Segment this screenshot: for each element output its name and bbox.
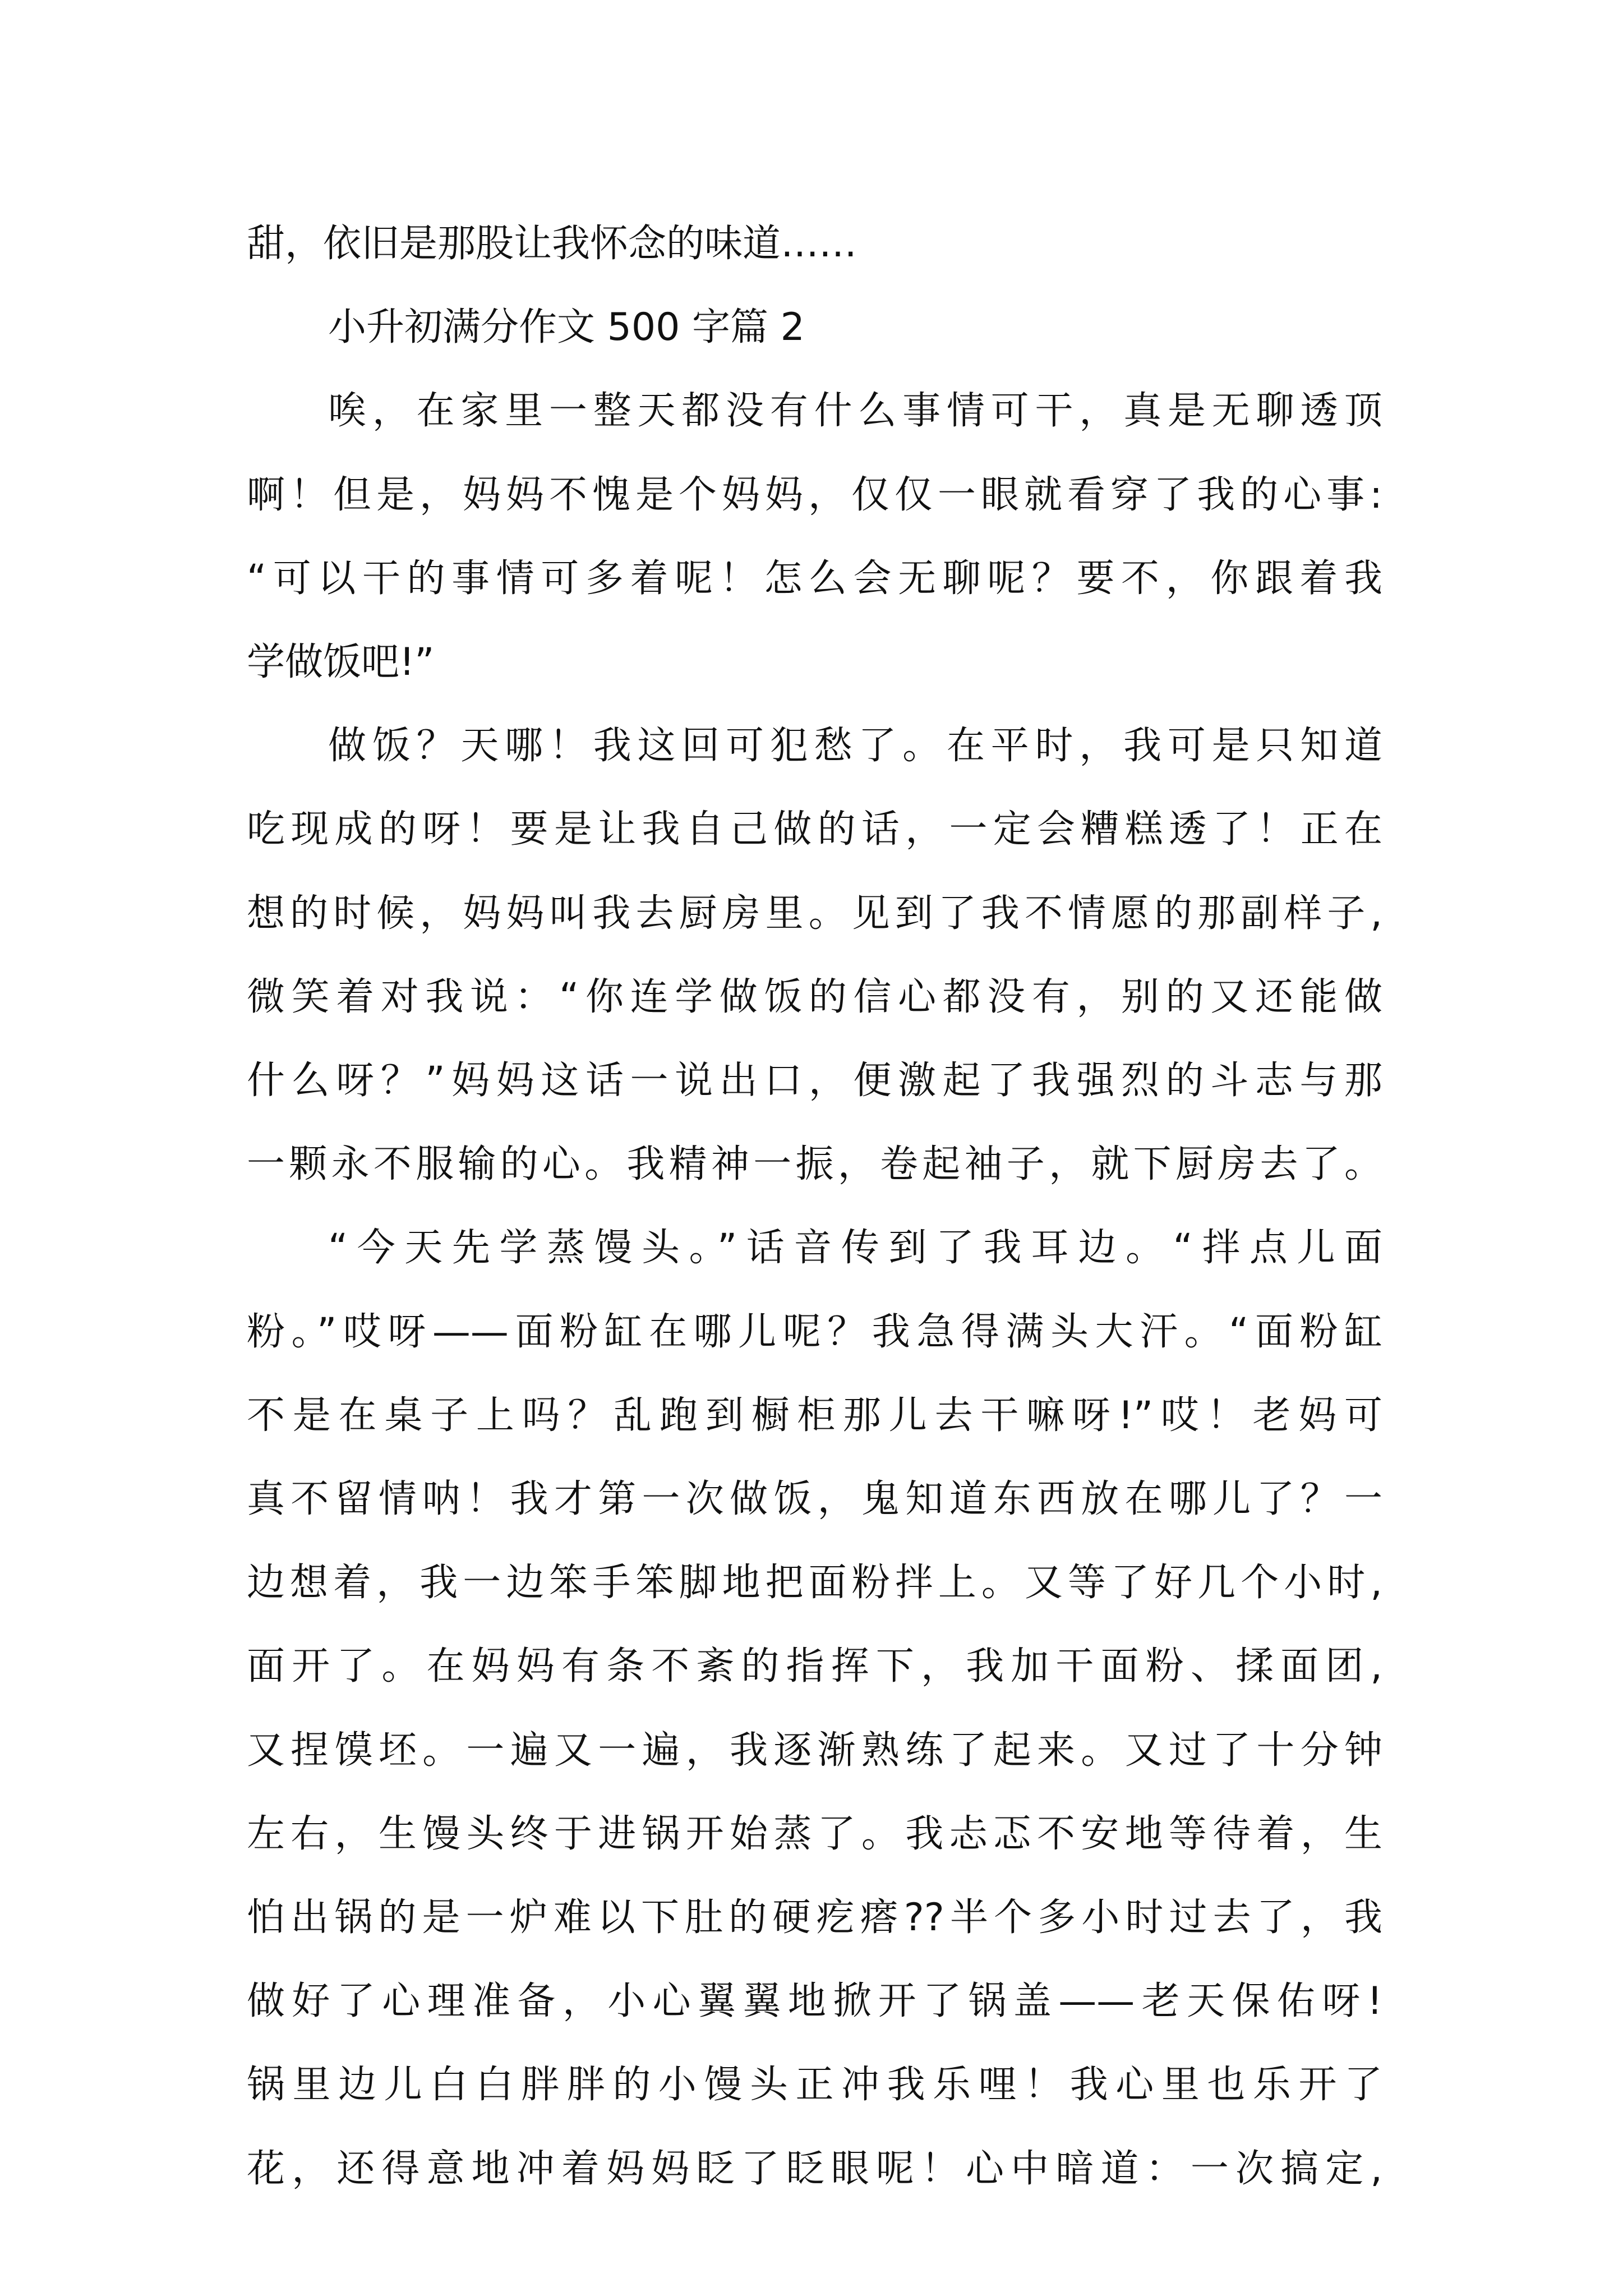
text-line-22: 做好了心理准备，小心翼翼地掀开了锅盖——老天保佑呀! bbox=[247, 1979, 1382, 2023]
text-line-21: 怕出锅的是一炉难以下肚的硬疙瘩??半个多小时过去了，我 bbox=[247, 1895, 1382, 1940]
text-line-18: 面开了。在妈妈有条不紊的指挥下，我加干面粉、揉面团, bbox=[247, 1644, 1382, 1688]
text-line-12: 一颗永不服输的心。我精神一振，卷起袖子，就下厨房去了。 bbox=[247, 1142, 1382, 1186]
text-line-3: 唉，在家里一整天都没有什么事情可干，真是无聊透顶 bbox=[328, 389, 1382, 433]
text-line-24: 花，还得意地冲着妈妈眨了眨眼呢！心中暗道：一次搞定, bbox=[247, 2147, 1382, 2191]
text-line-14: 粉。”哎呀——面粉缸在哪儿呢？我急得满头大汗。“面粉缸 bbox=[247, 1310, 1382, 1354]
text-line-6: 学做饭吧!” bbox=[247, 640, 435, 684]
text-line-23: 锅里边儿白白胖胖的小馒头正冲我乐哩！我心里也乐开了 bbox=[247, 2063, 1382, 2107]
section-heading: 小升初满分作文 500 字篇 2 bbox=[328, 305, 805, 349]
text-line-4: 啊！但是，妈妈不愧是个妈妈，仅仅一眼就看穿了我的心事: bbox=[247, 473, 1382, 517]
text-line-11: 什么呀？”妈妈这话一说出口，便激起了我强烈的斗志与那 bbox=[247, 1059, 1382, 1103]
text-line-8: 吃现成的呀！要是让我自己做的话，一定会糟糕透了！正在 bbox=[247, 807, 1382, 852]
text-line-19: 又捏馍坯。一遍又一遍，我逐渐熟练了起来。又过了十分钟 bbox=[247, 1728, 1382, 1773]
text-line-17: 边想着，我一边笨手笨脚地把面粉拌上。又等了好几个小时, bbox=[247, 1561, 1382, 1605]
text-line-13: “今天先学蒸馒头。”话音传到了我耳边。“拌点儿面 bbox=[328, 1226, 1382, 1270]
text-line-9: 想的时候，妈妈叫我去厨房里。见到了我不情愿的那副样子, bbox=[247, 891, 1382, 936]
text-line-10: 微笑着对我说：“你连学做饭的信心都没有，别的又还能做 bbox=[247, 975, 1382, 1019]
text-line-16: 真不留情呐！我才第一次做饭，鬼知道东西放在哪儿了？一 bbox=[247, 1477, 1382, 1521]
text-line-1: 甜，依旧是那股让我怀念的味道…… bbox=[247, 222, 857, 266]
text-line-7: 做饭？天哪！我这回可犯愁了。在平时，我可是只知道 bbox=[328, 724, 1382, 768]
text-line-20: 左右，生馒头终于进锅开始蒸了。我忐忑不安地等待着，生 bbox=[247, 1812, 1382, 1856]
text-line-15: 不是在桌子上吗？乱跑到橱柜那儿去干嘛呀!”哎！老妈可 bbox=[247, 1393, 1382, 1438]
text-line-5: “可以干的事情可多着呢！怎么会无聊呢？要不，你跟着我 bbox=[247, 556, 1382, 601]
